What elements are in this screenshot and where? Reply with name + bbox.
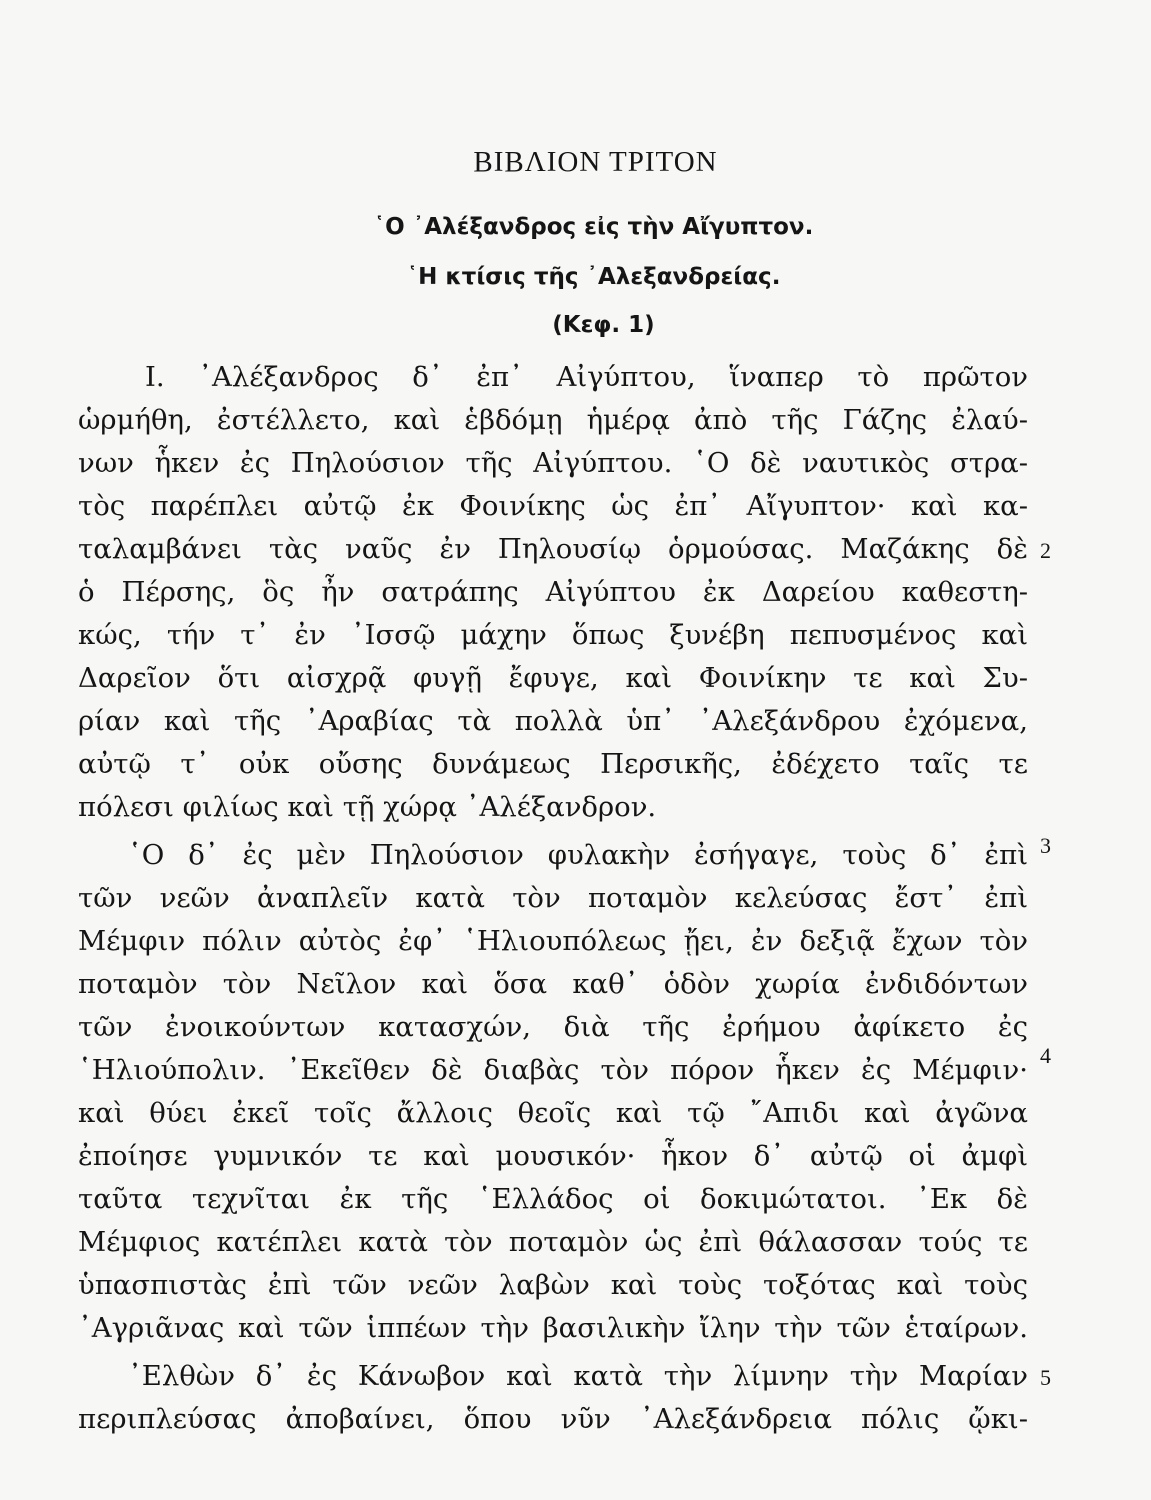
book-title: ΒΙΒΛΙΟΝ ΤΡΙΤΟΝ bbox=[473, 146, 718, 178]
text-line: ὑπασπιστὰς ἐπὶ τῶν νεῶν λαβὼν καὶ τοὺς τοξότας καὶ τοὺς bbox=[78, 1269, 1028, 1301]
text-line: πόλεσι φιλίως καὶ τῇ χώρᾳ ᾿Αλέξανδρον. bbox=[78, 791, 657, 823]
text-line: τῶν νεῶν ἀναπλεῖν κατὰ τὸν ποταμὸν κελεύσας ἔστ᾿ ἐπὶ bbox=[78, 882, 1028, 914]
text-line: ταῦτα τεχνῖται ἐκ τῆς ῾Ελλάδος οἱ δοκιμώτατοι. ᾿Εκ δὲ bbox=[78, 1183, 1028, 1215]
text-line: ῾Ηλιούπολιν. ᾿Εκεῖθεν δὲ διαβὰς τὸν πόρον ἧκεν ἐς Μέμφιν· bbox=[78, 1054, 1028, 1086]
section-number: 2 bbox=[1040, 538, 1051, 563]
text-line: νων ἧκεν ἐς Πηλούσιον τῆς Αἰγύπτου. ῾Ο δὲ ναυτικὸς στρα- bbox=[78, 447, 1028, 479]
chapter-label: (Κεφ. 1) bbox=[552, 312, 655, 338]
text-line: ταλαμβάνει τὰς ναῦς ἐν Πηλουσίῳ ὁρμούσας. Μαζάκης δὲ bbox=[78, 533, 1028, 565]
text-line: αὐτῷ τ᾿ οὐκ οὔσης δυνάμεως Περσικῆς, ἐδέχετο ταῖς τε bbox=[78, 748, 1028, 780]
text-line: ποταμὸν τὸν Νεῖλον καὶ ὅσα καθ᾿ ὁδὸν χωρία ἐνδιδόντων bbox=[78, 968, 1028, 1000]
heading-line-2: ῾Η κτίσις τῆς ᾿Αλεξανδρείας. bbox=[406, 264, 781, 290]
text-line: καὶ θύει ἐκεῖ τοῖς ἄλλοις θεοῖς καὶ τῷ ῎Απιδι καὶ ἀγῶνα bbox=[78, 1097, 1028, 1129]
text-line: Μέμφιος κατέπλει κατὰ τὸν ποταμὸν ὡς ἐπὶ θάλασσαν τούς τε bbox=[78, 1226, 1028, 1258]
heading-line-1: ῾Ο ᾿Αλέξανδρος εἰς τὴν Αἴγυπτον. bbox=[373, 214, 814, 240]
text-line: ὡρμήθη, ἐστέλλετο, καὶ ἑβδόμῃ ἡμέρᾳ ἀπὸ τῆς Γάζης ἐλαύ- bbox=[78, 404, 1028, 436]
text-line: κώς, τήν τ᾿ ἐν ᾿Ισσῷ μάχην ὅπως ξυνέβη πεπυσμένος καὶ bbox=[78, 619, 1028, 651]
section-number: 3 bbox=[1040, 833, 1051, 858]
text-line: ρίαν καὶ τῆς ᾿Αραβίας τὰ πολλὰ ὑπ᾿ ᾿Αλεξάνδρου ἐχόμενα, bbox=[78, 705, 1028, 737]
text-line: Δαρεῖον ὅτι αἰσχρᾷ φυγῇ ἔφυγε, καὶ Φοινίκην τε καὶ Συ- bbox=[78, 662, 1028, 694]
text-line: Μέμφιν πόλιν αὐτὸς ἐφ᾿ ῾Ηλιουπόλεως ᾔει, ἐν δεξιᾷ ἔχων τὸν bbox=[78, 925, 1028, 957]
text-line: τὸς παρέπλει αὐτῷ ἐκ Φοινίκης ὡς ἐπ᾿ Αἴγυπτον· καὶ κα- bbox=[78, 490, 1028, 522]
text-line: ᾿Ελθὼν δ᾿ ἐς Κάνωβον καὶ κατὰ τὴν λίμνην τὴν Μαρίαν bbox=[128, 1360, 1028, 1392]
text-line: I. ᾿Αλέξανδρος δ᾿ ἐπ᾿ Αἰγύπτου, ἵναπερ τὸ πρῶτον bbox=[145, 361, 1028, 393]
text-line: ῾Ο δ᾿ ἐς μὲν Πηλούσιον φυλακὴν ἐσήγαγε, τοὺς δ᾿ ἐπὶ bbox=[128, 839, 1028, 871]
text-line: περιπλεύσας ἀποβαίνει, ὅπου νῦν ᾿Αλεξάνδρεια πόλις ᾤκι- bbox=[78, 1403, 1028, 1435]
text-line: ὁ Πέρσης, ὃς ἦν σατράπης Αἰγύπτου ἐκ Δαρείου καθεστη- bbox=[78, 576, 1028, 608]
text-line: ἐποίησε γυμνικόν τε καὶ μουσικόν· ἧκον δ᾿ αὐτῷ οἱ ἀμφὶ bbox=[78, 1140, 1028, 1172]
text-line: τῶν ἐνοικούντων κατασχών, διὰ τῆς ἐρήμου ἀφίκετο ἐς bbox=[78, 1011, 1028, 1043]
section-number: 4 bbox=[1040, 1043, 1051, 1068]
section-number: 5 bbox=[1040, 1365, 1051, 1390]
text-line: ᾿Αγριᾶνας καὶ τῶν ἱππέων τὴν βασιλικὴν ἴλην τὴν τῶν ἑταίρων. bbox=[78, 1312, 1028, 1344]
